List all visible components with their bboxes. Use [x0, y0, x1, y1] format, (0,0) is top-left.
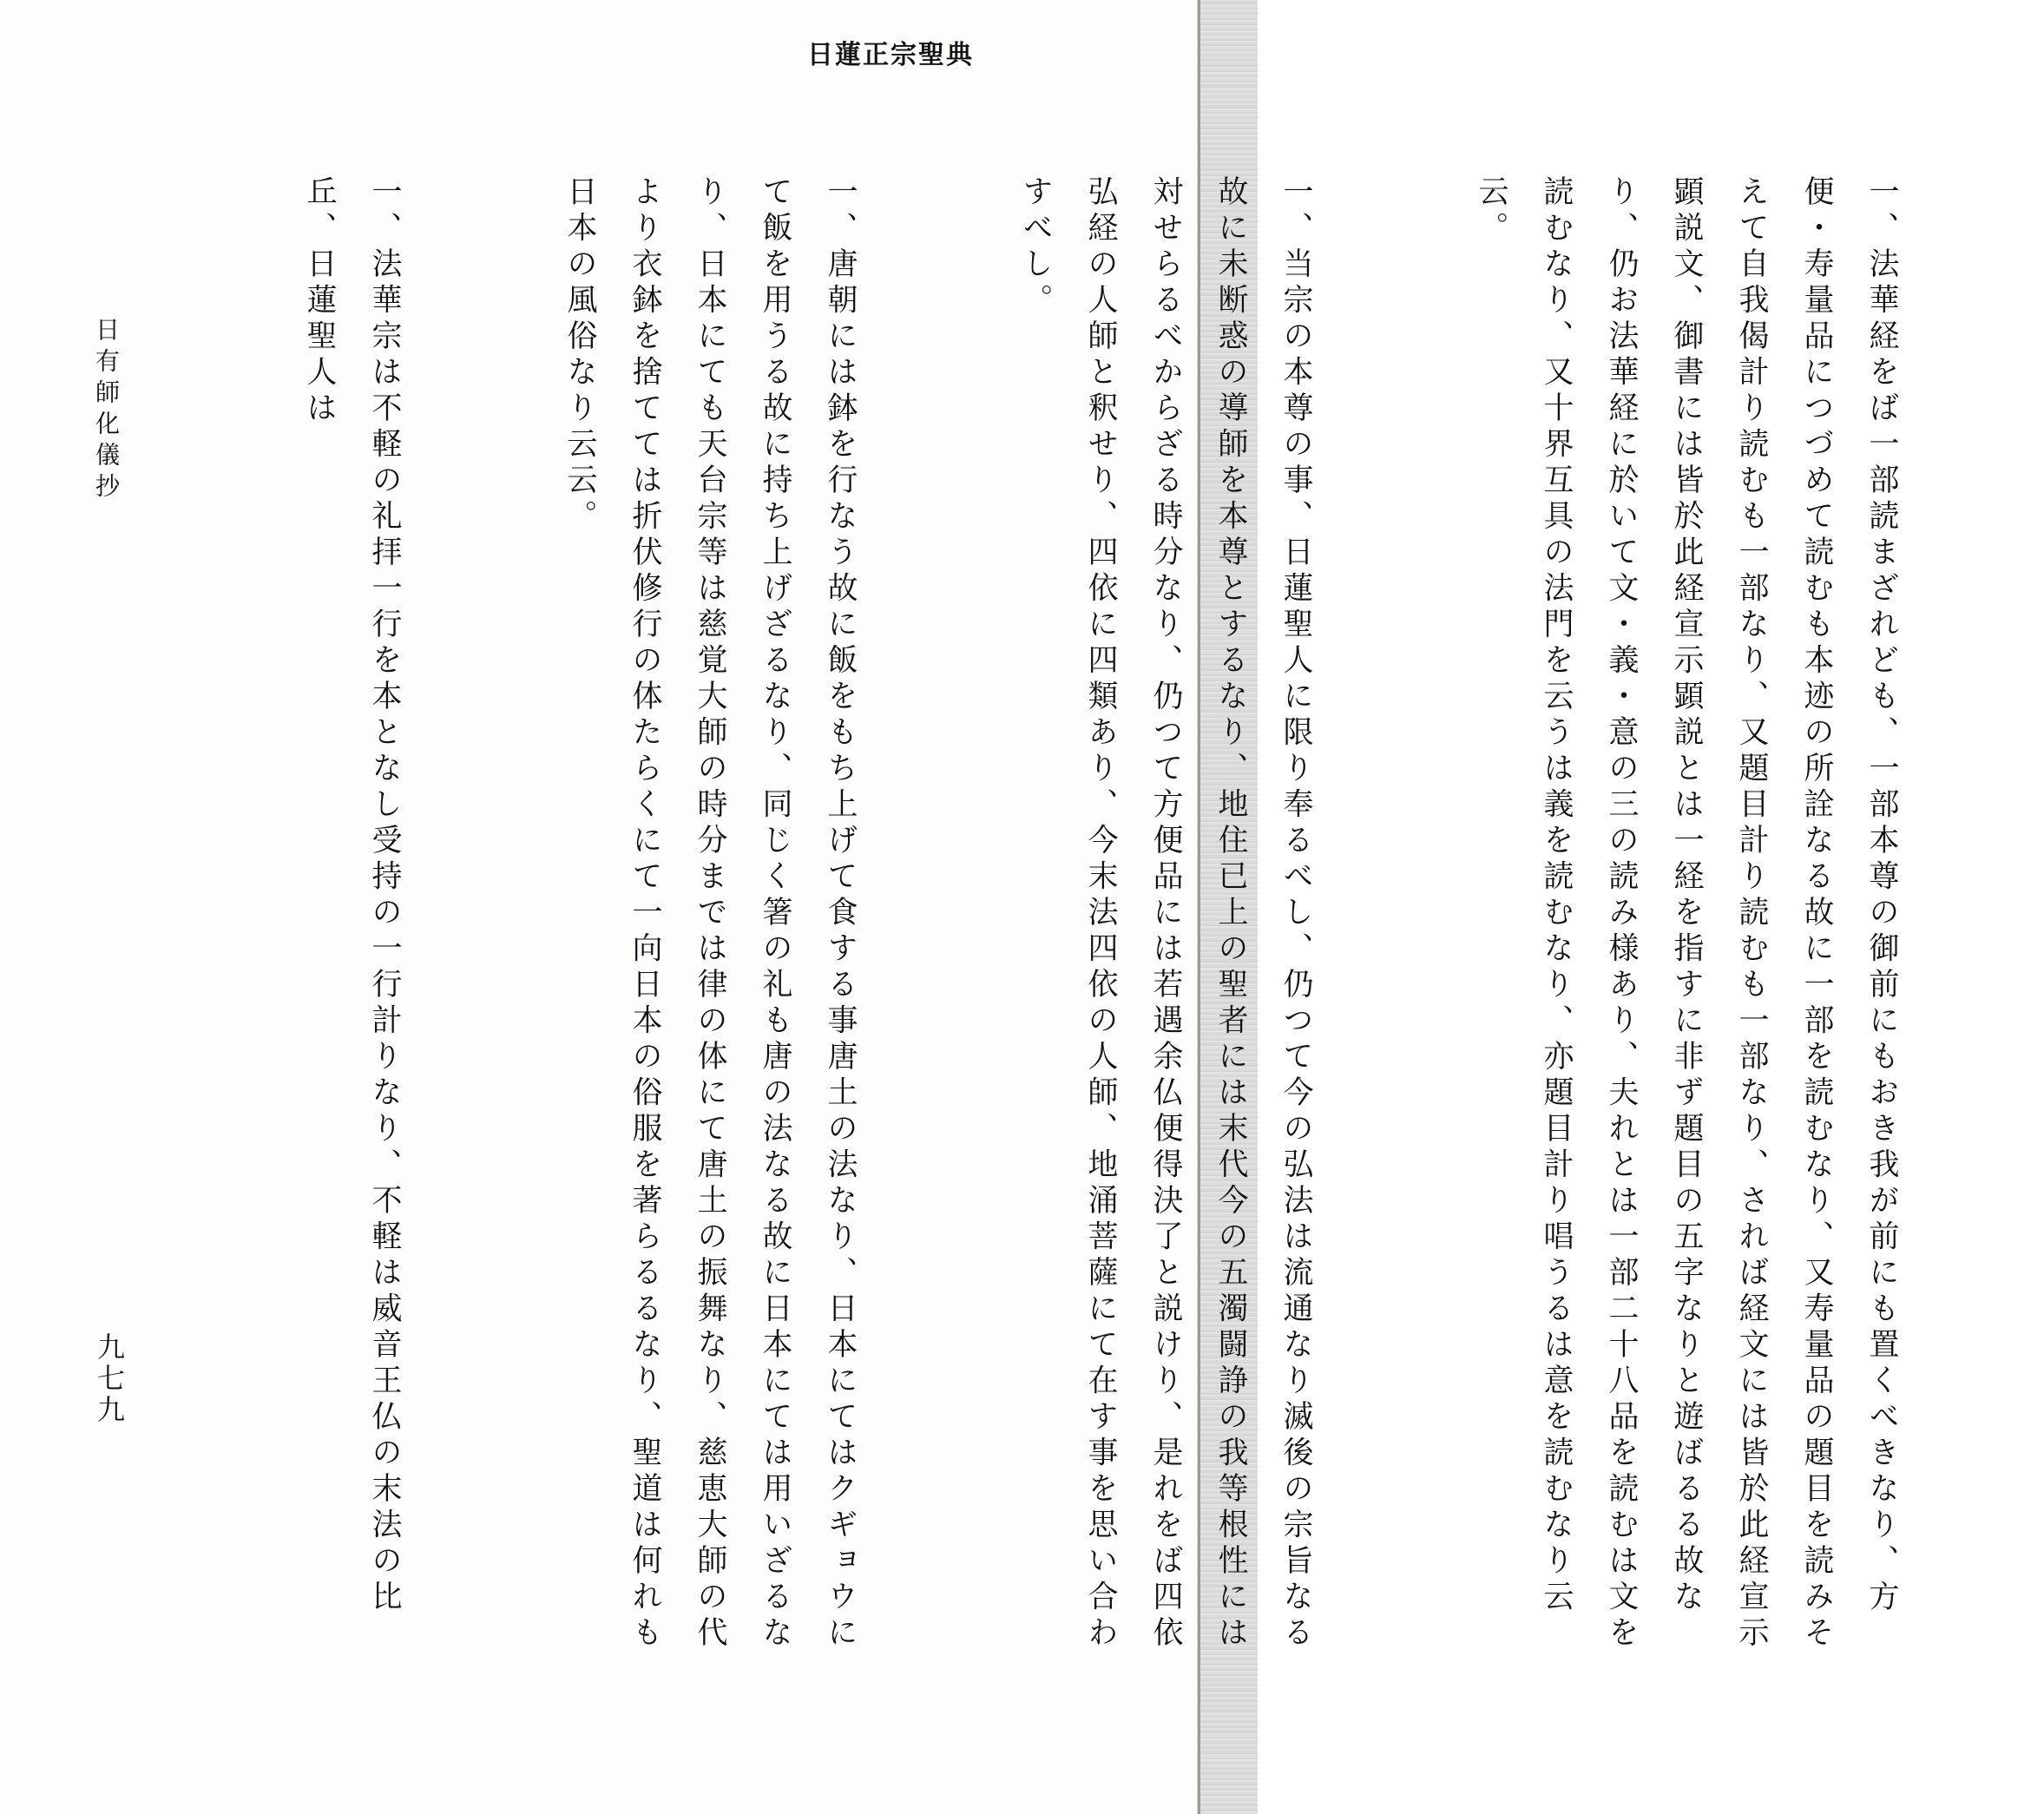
- paragraph-tang-customs: 一、唐朝には鉢を行なう故に飯をもち上げて食する事唐土の法なり、日本にてはクギョウにて飯を用うる故に持ち上げざるなり、同じく箸の礼も唐の法なる故に日本にては用いざるなり、日本にても天台宗等は慈覚大師の時分までは律の体にて唐土の振舞なり、慈恵大師の代より衣鉢を捨てては折伏修行の体たらくにて一向日本の俗服を著らるるなり、聖道は何れも日本の風俗なり云云。: [562, 175, 858, 1653]
- paragraph-honzon: 一、当宗の本尊の事、日蓮聖人に限り奉るべし、仍つて今の弘法は流通なり滅後の宗旨なる故に未断惑の導師を本尊とするなり、地住已上の聖者には末代今の五濁闘諍の我等根性には対せらるべからざる時分なり、仍つて方便品には若遇余仏便得決了と説けり、是れをば四依弘経の人師と釈せり、四依に四類あり、今末法四依の人師、地涌菩薩にて在す事を思い合わすべし。: [1018, 175, 1313, 1653]
- paragraph-hokekyo-reading: 一、法華経をば一部読まざれども、一部本尊の御前にもおき我が前にも置くべきなり、方便・寿量品につづめて読むも本迹の所詮なる故に一部を読むなり、又寿量品の題目を読みそえて自我偈計り読むも一部なり、又題目計り読むも一部なり、されば経文には皆於此経宣示顕説文、御書には皆於此経宣示顕説とは一経を指すに非ず題目の五字なりと遊ばるる故なり、仍お法華経に於いて文・義・意の三の読み様あり、夫れとは一部二十八品を読むは文を読むなり、又十界互具の法門を云うは義を読むなり、亦題目計り唱うるは意を読むなり云云。: [1474, 175, 1899, 1653]
- running-head: 日蓮正宗聖典: [807, 40, 974, 70]
- paragraph-fugyo: 一、法華宗は不軽の礼拝一行を本となし受持の一行計りなり、不軽は威音王仏の末法の比丘、日蓮聖人は: [302, 175, 402, 1616]
- page-number: 九七九: [93, 1332, 126, 1426]
- section-title: 日有師化儀抄: [92, 317, 121, 504]
- body-text: [156, 175, 2044, 1660]
